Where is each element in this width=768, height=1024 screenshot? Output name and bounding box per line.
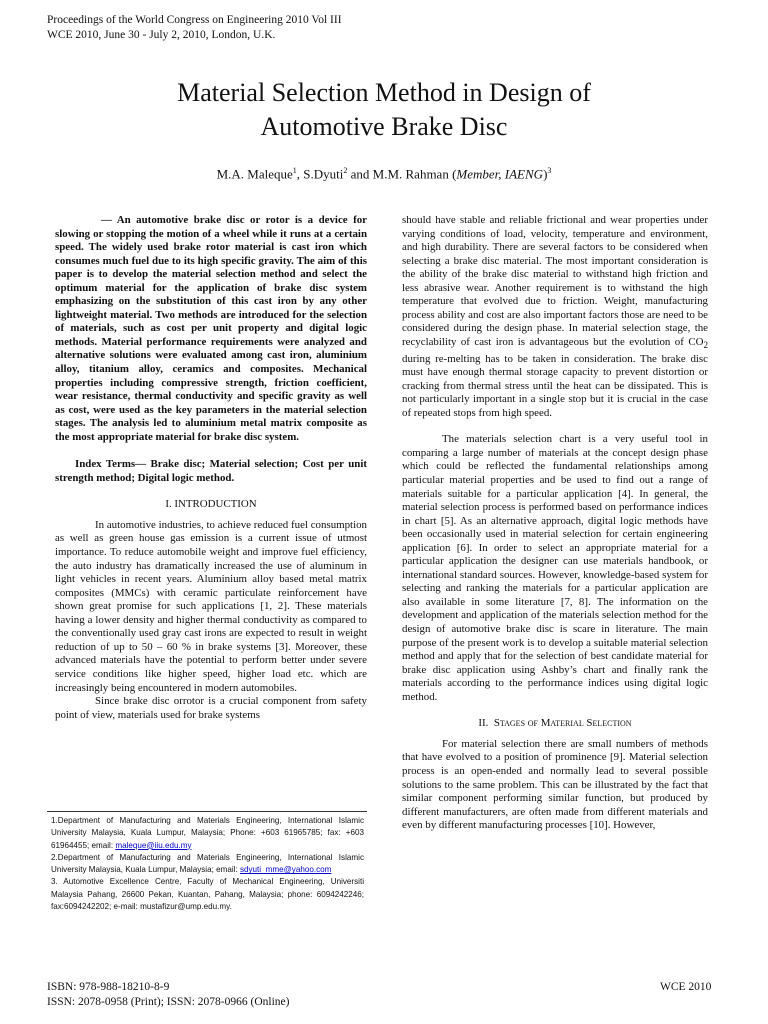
footnote-1 (51, 815, 364, 852)
author-1-affil: 1 (292, 166, 297, 175)
right-paragraph-1 (402, 214, 708, 420)
left-column (55, 214, 367, 722)
section-2-number: II. (478, 717, 489, 730)
right-paragraph-1a: should have stable and reliable frictional and wear properties under varying conditions of load, velocity, temperature and environment, and high durability. There are several factors to be considered when selecting a brake disc material. The most important consideration is the ability of the brake disc material to withstand high friction and less abrasive wear. Another requirement is to withstand the high temperature that evolved due to friction. Weight, manufacturing process ability and cost are also important factors those are need to be considered during the design phase. In material selection stage, the recyclability of cast iron is advantageous but the evolution of CO (402, 214, 708, 348)
intro-paragraph-2: Since brake disc orrotor is a crucial component from safety point of view, materials used for brake systems (55, 695, 367, 721)
right-paragraph-2: The materials selection chart is a very useful tool in comparing a large number of materials at the concept design phase which could be reflected the fundamental relationships among particular material properties and be used to find out a range of materials suitable for a particular application [4]. In general, the material selection process is performed based on performance indices in chart [5]. As an alternative approach, digital logic methods have been occasionally used in material selection for certain engineering application [6]. In order to select an appropriate material for a particular application the designer can use materials handbook, or international standard sources. However, knowledge-based system for selecting and ranking the materials for a particular application are also available in some literature [7, 8]. The information on the development and application of the materials selection method for the design of automotive brake disc is scare in literature. The main purpose of the present work is to develop a suitable material selection method and apply that for the selection of best candidate material for brake disc application using Ashby’s chart and finally rank the materials according to the performance indices using digital logic method. (402, 433, 708, 703)
member-title: Member, IAENG (456, 166, 544, 182)
footer-conference: WCE 2010 (660, 981, 712, 993)
right-paragraph-1b: during re-melting has to be taken in consideration. The brake disc must have enough thermal storage capacity to prevent distortion or cracking from thermal stress until the heat can be dissipated. This is not particularly important in a single stop but it is crucial in the case of repeated stops from high speed. (402, 352, 708, 419)
right-paragraph-3: For material selection there are small numbers of methods that have evolved to a position of prominence [9]. Material selection process is an open-ended and normally lead to several possible solutions to the same problem. This can be illustrated by the fact that similar component performing similar function, but produced by different manufacturers, are often made from different materials and even by different manufacturing processes [10]. However, (402, 737, 708, 832)
header-line-2: WCE 2010, June 30 - July 2, 2010, London, U.K. (47, 29, 276, 41)
author-3: and M.M. Rahman ( (347, 166, 457, 182)
section-2-title: Stages of Material Selection (493, 717, 632, 730)
author-2: , S.Dyuti (296, 166, 344, 182)
footnote-rule (47, 811, 367, 812)
footer-isbn: ISBN: 978-988-18210-8-9 (47, 981, 170, 993)
email-link-1[interactable]: maleque@iiu.edu.my (115, 840, 192, 850)
proceedings-header (47, 13, 342, 43)
paper-title (0, 76, 768, 144)
section-1-heading: I. INTRODUCTION (165, 498, 257, 511)
intro-paragraph-1: In automotive industries, to achieve reduced fuel consumption as well as green house gas emission is a current issue of utmost importance. To reduce automobile weight and improve fuel efficiency, the auto industry has dramatically increased the use of aluminum in light vehicles in recent years. Aluminium alloy based metal matrix composites (MMCs) with ceramic particulate reinforcement have shown great promise for such applications [1, 2]. These materials having a lower density and higher thermal conductivity as compared to the conventionally used gray cast irons are expected to result in weight reduction of up to 50 – 60 % in brake systems [3]. Moreover, these advanced materials have the potential to perform better under severe service conditions like higher speed, higher load etc. which are increasingly being encountered in modern automobiles. (55, 518, 367, 694)
title-line-2: Automotive Brake Disc (260, 112, 508, 141)
title-line-1: Material Selection Method in Design of (177, 78, 591, 107)
index-terms: Index Terms— Brake disc; Material selection; Cost per unit strength method; Digital logic method. (55, 458, 367, 484)
abstract: — An automotive brake disc or rotor is a device for slowing or stopping the motion of a wheel while it runs at a certain speed. The widely used brake rotor material is cast iron which consumes much fuel due to its high specific gravity. The aim of this paper is to develop the material selection method and select the optimum material for the application of brake disc system emphasizing on the substitution of this cast iron by any other lightweight material. Two methods are introduced for the selection of materials, such as cost per unit property and digital logic methods. Material performance requirements were analyzed and alternative solutions were evaluated among cast iron, aluminium alloy, titanium alloy, ceramics and composites. Mechanical properties including compressive strength, friction coefficient, wear resistance, thermal conductivity and specific gravity as well as cost, were used as the key parameters in the material selection stages. The analysis led to aluminium metal matrix composite as the most appropriate material for brake disc system. (55, 214, 367, 443)
section-2-heading (402, 717, 708, 731)
footnote-2-text: 2.Department of Manufacturing and Materials Engineering, International Islamic University Malaysia, Kuala Lumpur, Malaysia; email: (51, 852, 364, 875)
footnotes (51, 815, 364, 913)
author-1: M.A. Maleque (216, 166, 293, 182)
co2-subscript: 2 (703, 340, 708, 351)
author-line (0, 166, 768, 182)
author-2-affil: 2 (343, 166, 348, 175)
footnote-2 (51, 852, 364, 877)
right-column (402, 214, 708, 833)
footnote-3: 3. Automotive Excellence Centre, Faculty of Mechanical Engineering, Universiti Malaysia Pahang, 26600 Pekan, Kuantan, Pahang, Malaysia; phone: 6094242246; fax:6094242202; e-mail: mustafizur@ump.edu.my. (51, 877, 364, 912)
email-link-2[interactable]: sdyuti_mme@yahoo.com (239, 865, 332, 875)
author-close-paren: ) (543, 166, 548, 182)
footer-issn: ISSN: 2078-0958 (Print); ISSN: 2078-0966 (Online) (47, 996, 290, 1008)
author-3-affil: 3 (547, 166, 552, 175)
header-line-1: Proceedings of the World Congress on Engineering 2010 Vol III (47, 14, 342, 26)
footnote-1-text: 1.Department of Manufacturing and Materials Engineering, International Islamic University Malaysia, Kuala Lumpur, Malaysia; Phone: +603 61965785; fax: +603 61964455; email: (51, 816, 364, 850)
